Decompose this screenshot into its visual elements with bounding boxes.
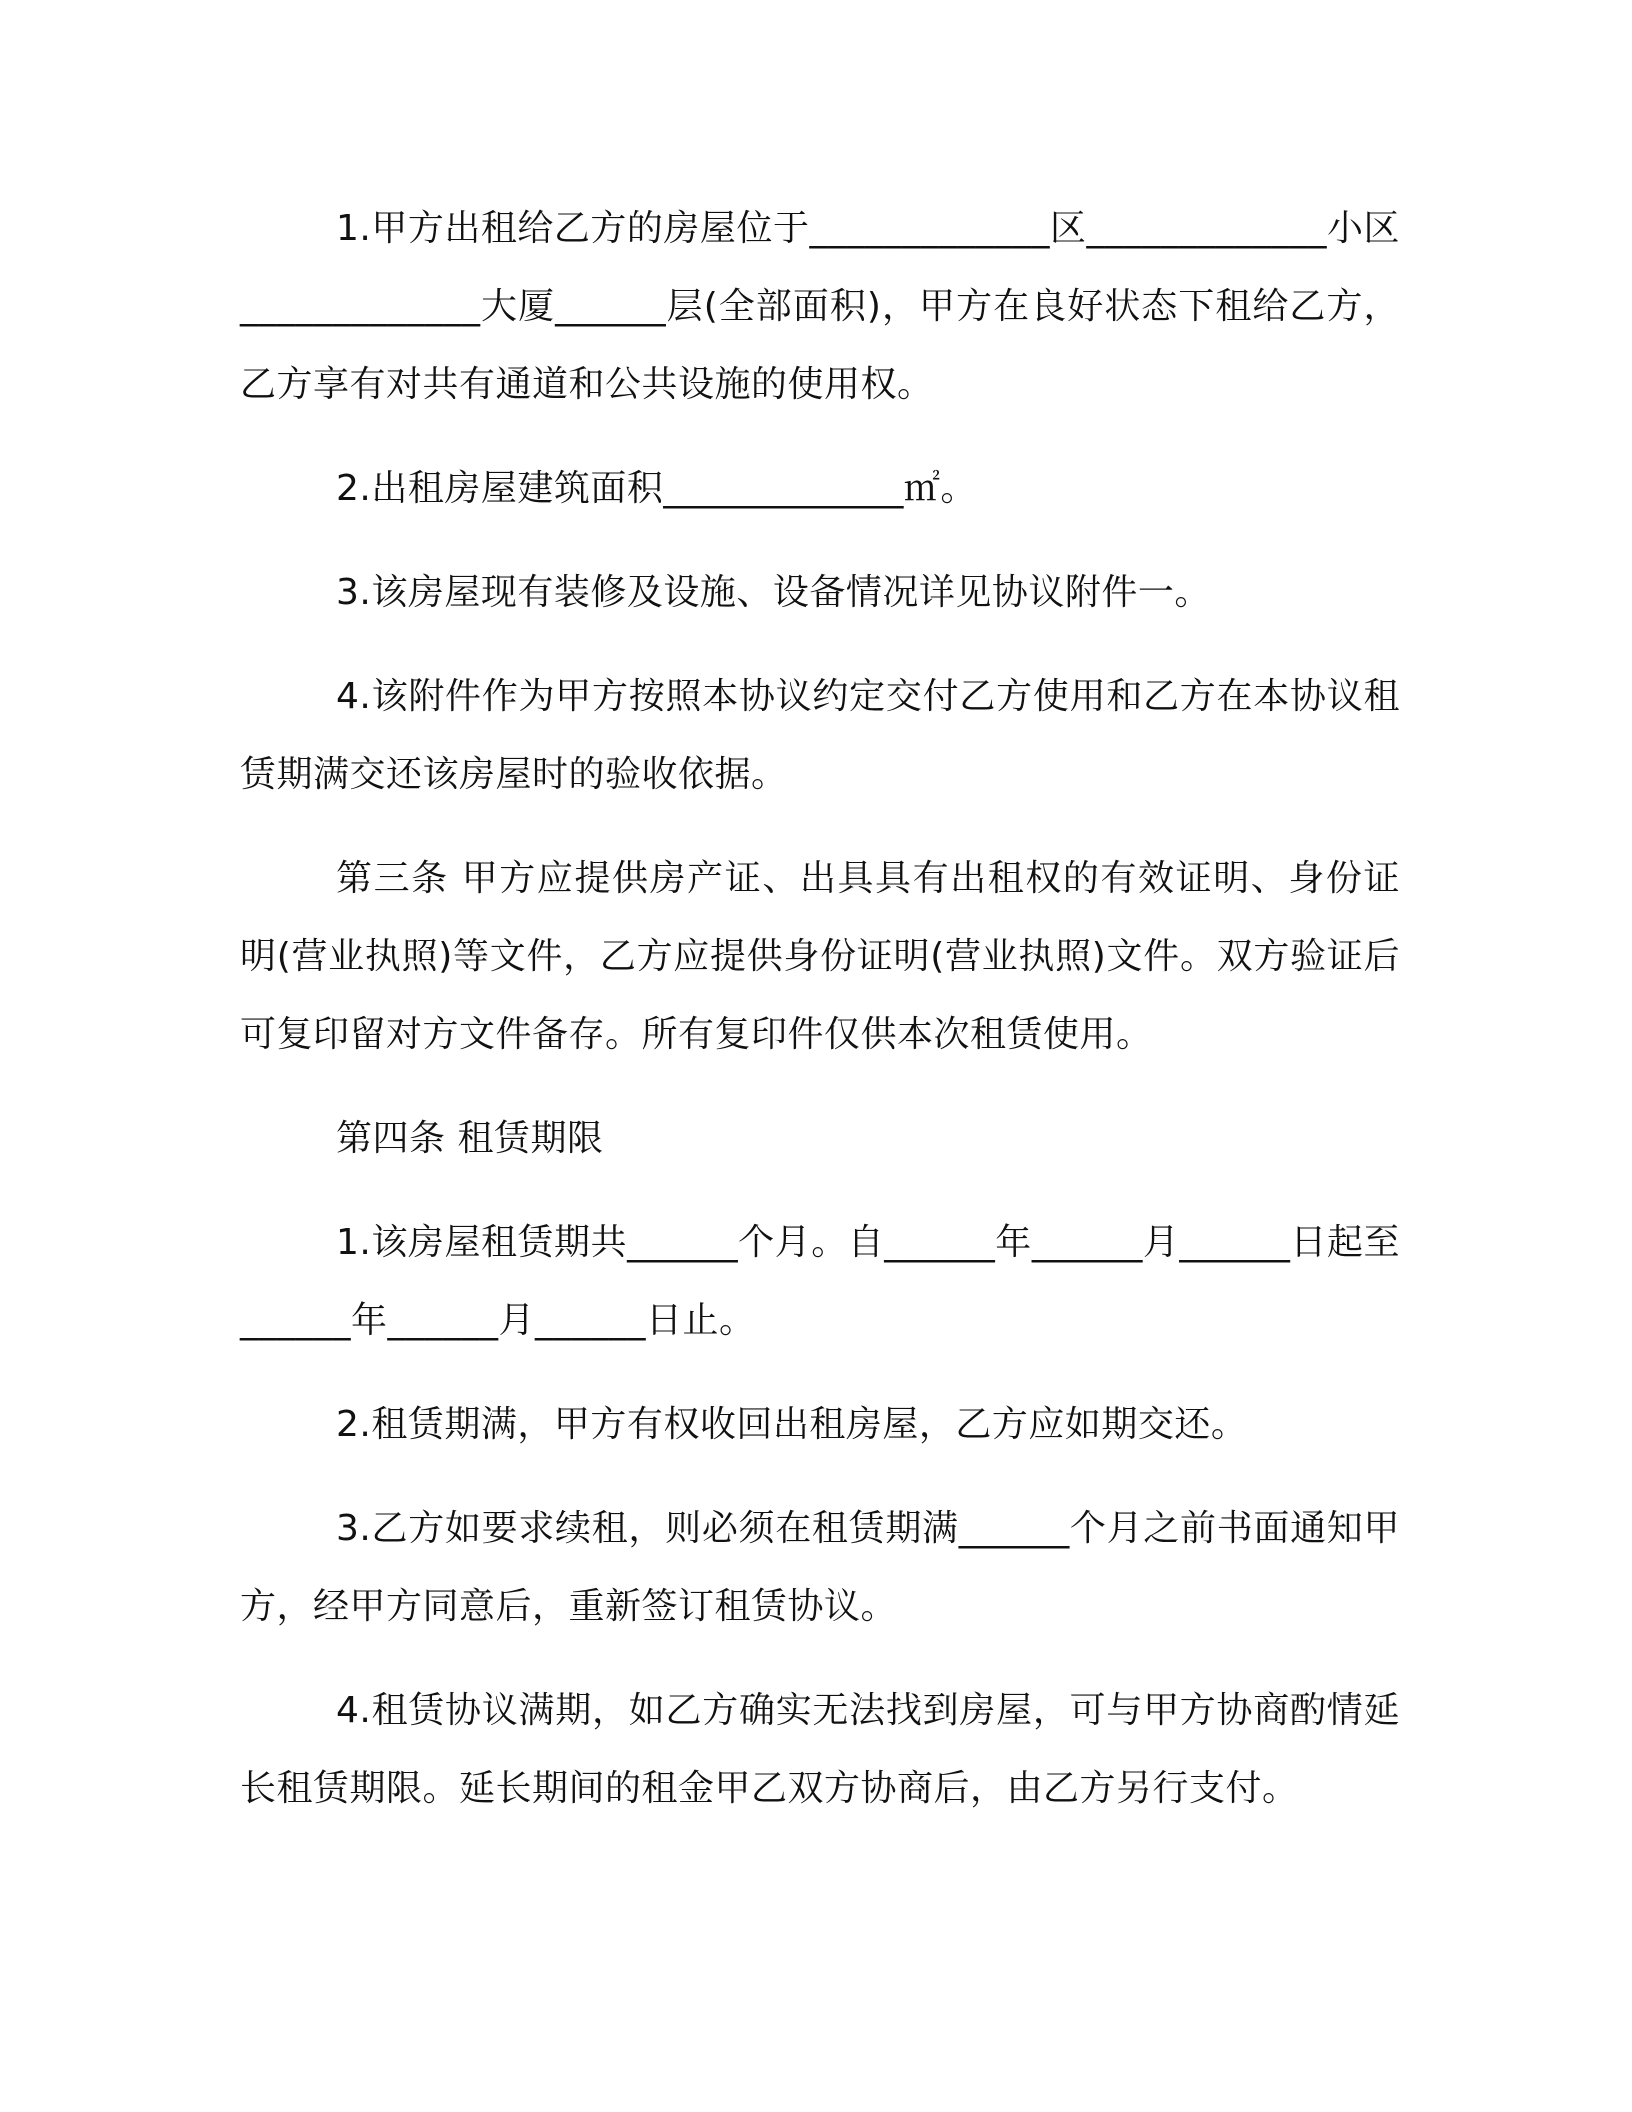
clause-2-item-1: 1.甲方出租给乙方的房屋位于_____________区_____________小区_____________大厦______层(全部面积)，甲方在良好状态下租给乙方，乙方享有对共有通道和公共设施的使用权。 <box>240 208 1400 405</box>
clause-2-item-3: 3.该房屋现有装修及设施、设备情况详见协议附件一。 <box>336 572 1211 613</box>
clause-2-item-4: 4.该附件作为甲方按照本协议约定交付乙方使用和乙方在本协议租赁期满交还该房屋时的验收依据。 <box>240 676 1400 795</box>
clause-2-item-2: 2.出租房屋建筑面积_____________㎡。 <box>336 468 977 509</box>
document-page <box>240 190 1400 1854</box>
clause-4-item-3: 3.乙方如要求续租，则必须在租赁期满______个月之前书面通知甲方，经甲方同意后，重新签订租赁协议。 <box>240 1508 1400 1627</box>
clause-4-item-1: 1.该房屋租赁期共______个月。自______年______月______日起至______年______月______日止。 <box>240 1222 1400 1341</box>
clause-3: 第三条 甲方应提供房产证、出具具有出租权的有效证明、身份证明(营业执照)等文件，乙方应提供身份证明(营业执照)文件。双方验证后可复印留对方文件备存。所有复印件仅供本次租赁使用。 <box>240 858 1400 1055</box>
clause-4-item-4: 4.租赁协议满期，如乙方确实无法找到房屋，可与甲方协商酌情延长租赁期限。延长期间的租金甲乙双方协商后，由乙方另行支付。 <box>240 1690 1400 1809</box>
clause-4-item-2: 2.租赁期满，甲方有权收回出租房屋，乙方应如期交还。 <box>336 1404 1248 1445</box>
clause-4-heading: 第四条 租赁期限 <box>336 1118 604 1159</box>
